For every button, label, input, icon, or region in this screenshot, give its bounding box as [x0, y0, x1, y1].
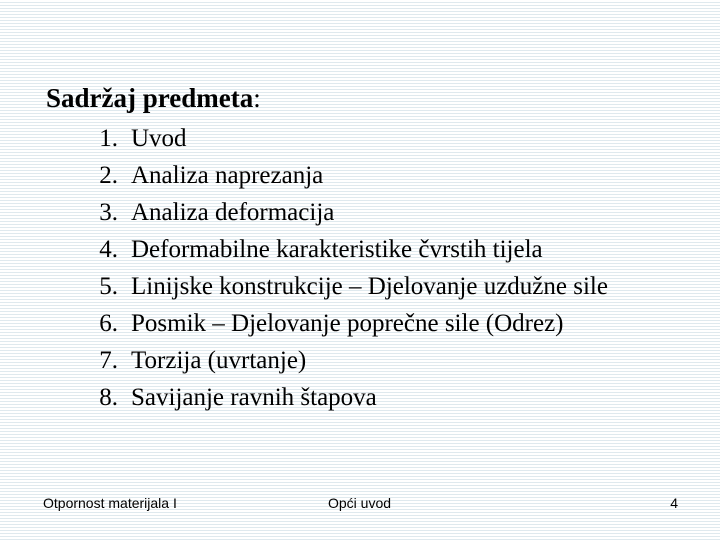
list-item	[86, 231, 608, 268]
list-item-number: 5.	[99, 273, 118, 300]
list-item-text: Uvod	[131, 125, 187, 152]
footer-page-number: 4	[670, 495, 678, 511]
list-item-number: 8.	[99, 384, 118, 411]
list-item-text: Posmik – Djelovanje poprečne sile (Odrez)	[131, 310, 564, 337]
list-item	[86, 305, 608, 342]
list-item-number: 7.	[99, 347, 118, 374]
list-item-text: Savijanje ravnih štapova	[131, 384, 377, 411]
list-item-number: 2.	[99, 162, 118, 189]
list-item-number: 6.	[99, 310, 118, 337]
list-item-number: 3.	[99, 199, 118, 226]
list-item-text: Linijske konstrukcije – Djelovanje uzdužne sile	[131, 273, 608, 300]
list-item	[86, 157, 608, 194]
slide-title	[46, 81, 261, 115]
list-item-number: 1.	[99, 125, 118, 152]
list-item-text: Analiza naprezanja	[131, 162, 324, 189]
slide-title-text: Sadržaj predmeta	[46, 83, 254, 113]
list-item-number: 4.	[99, 236, 118, 263]
list-item	[86, 194, 608, 231]
slide-title-colon: :	[253, 83, 261, 113]
list-item-text: Analiza deformacija	[131, 199, 335, 226]
list-item	[86, 342, 608, 379]
footer-course-name: Otpornost materijala I	[43, 495, 177, 511]
list-item	[86, 268, 608, 305]
list-item-text: Deformabilne karakteristike čvrstih tijela	[131, 236, 543, 263]
contents-list	[86, 120, 608, 416]
list-item	[86, 120, 608, 157]
footer-section-name: Opći uvod	[328, 495, 392, 511]
list-item	[86, 379, 608, 416]
list-item-text: Torzija (uvrtanje)	[131, 347, 307, 374]
